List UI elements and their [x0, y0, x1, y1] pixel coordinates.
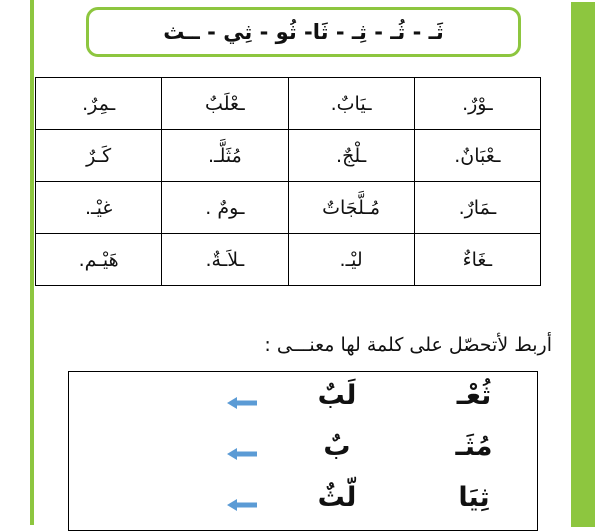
word-completion-table: [35, 77, 541, 286]
word-ending: لّثٌ: [317, 482, 357, 513]
table-cell: ـمِرٌ.: [36, 78, 162, 130]
table-cell: ـلاَـةٌ.: [162, 234, 288, 286]
word-start: ثُعْـ: [456, 380, 492, 411]
table-cell: غيْـ.: [36, 182, 162, 234]
table-cell: ـيَابٌ.: [288, 78, 414, 130]
word-start: ثِيَا: [458, 482, 490, 513]
table-cell: ـغَاءٌ: [414, 234, 540, 286]
table-cell: مُثَلَّـ.: [162, 130, 288, 182]
left-arrow-icon: [227, 498, 257, 512]
table-cell: ـعْبَانٌ.: [414, 130, 540, 182]
match-row: [69, 429, 537, 477]
word-start: مُثَـ: [455, 431, 493, 462]
table-cell: هَيْـم.: [36, 234, 162, 286]
table-cell: ـومٌ .: [162, 182, 288, 234]
table-cell: ـلْجٌ.: [288, 130, 414, 182]
table-row: [36, 78, 541, 130]
table-cell: ـمَارٌ.: [414, 182, 540, 234]
matching-box: [68, 371, 538, 531]
match-row: [69, 378, 537, 426]
right-green-rail: [571, 2, 595, 527]
table-row: [36, 182, 541, 234]
letters-banner: [86, 7, 521, 57]
matching-instruction: أربط لأتحصّل على كلمة لها معنـــى :: [264, 334, 552, 356]
table-row: [36, 234, 541, 286]
banner-letters: ثَـ - ثُـ - ثِـ - ثَا- ثُو - ثِي - ــث: [163, 20, 444, 44]
table-cell: ـوْرٌ.: [414, 78, 540, 130]
table-cell: مُـلَّجَاتٌ: [288, 182, 414, 234]
left-arrow-icon: [227, 396, 257, 410]
left-green-rail: [30, 0, 34, 525]
table-row: [36, 130, 541, 182]
left-arrow-icon: [227, 447, 257, 461]
table-cell: ـعْلَبٌ: [162, 78, 288, 130]
word-ending: بٌ: [323, 431, 351, 462]
match-row: [69, 480, 537, 528]
word-ending: لَبٌ: [317, 380, 357, 411]
table-cell: ليْـ.: [288, 234, 414, 286]
table-cell: كَـرٌ: [36, 130, 162, 182]
